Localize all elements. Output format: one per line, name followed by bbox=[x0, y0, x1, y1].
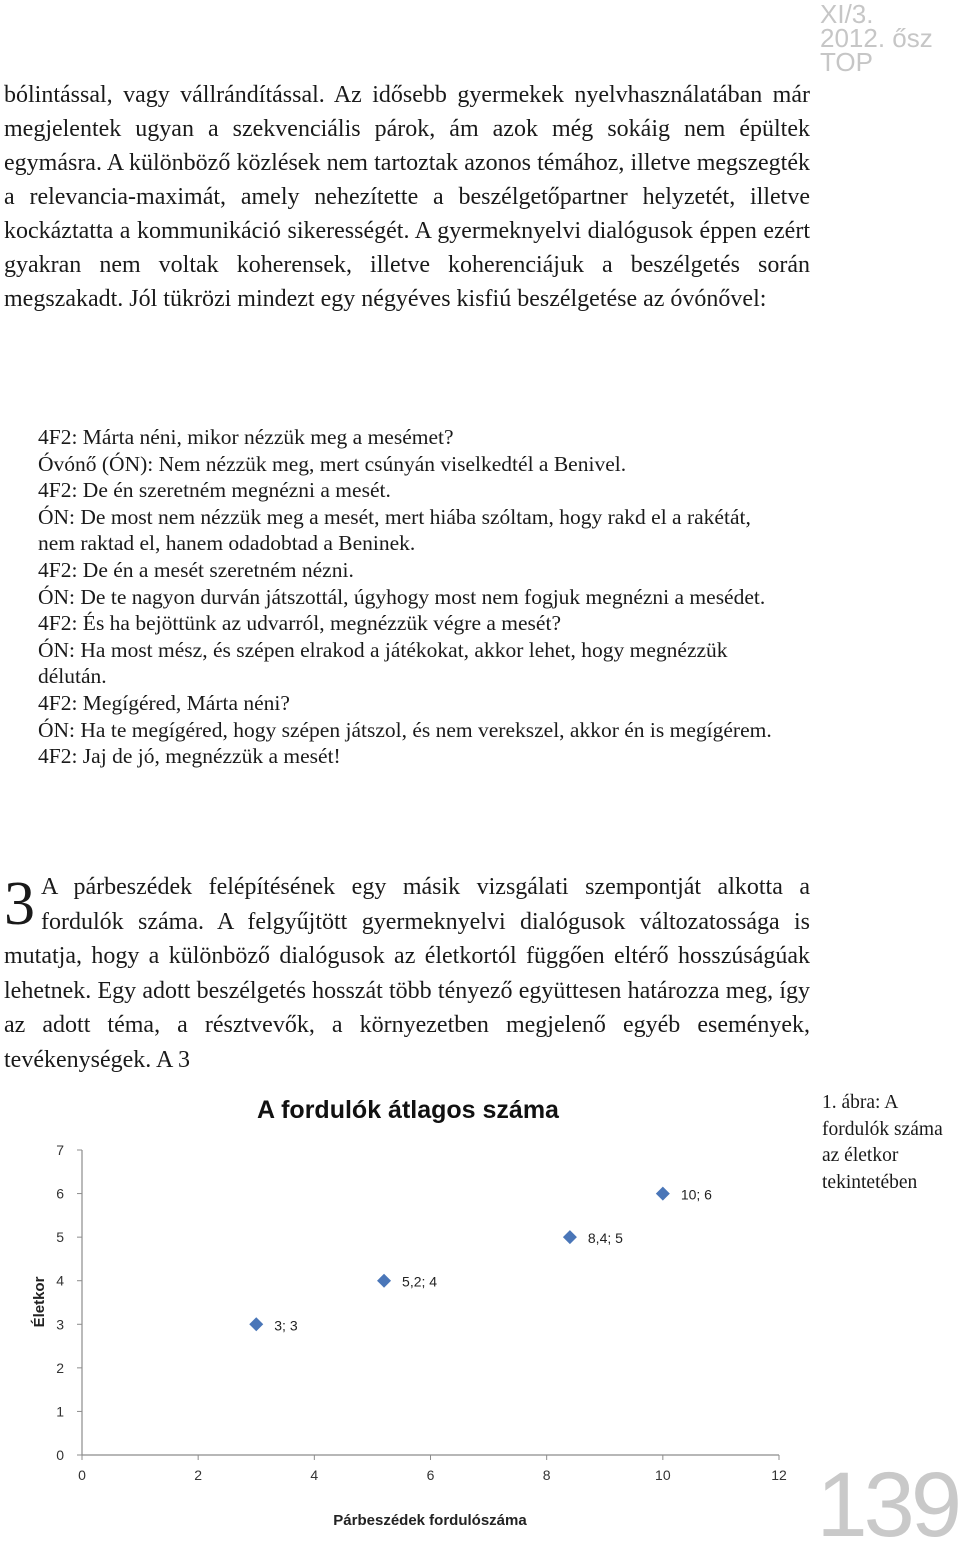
journal-header bbox=[820, 0, 940, 77]
dialogue-line: ÓN: De te nagyon durván játszottál, úgyhogy most nem fogjuk megnézni a mesédet. bbox=[38, 584, 766, 609]
chart-x-axis-label: Párbeszédek fordulószáma bbox=[333, 1512, 527, 1529]
data-point-label: 5,2; 4 bbox=[402, 1273, 438, 1290]
data-point-marker bbox=[377, 1274, 391, 1288]
issue-season: 2012. ősz bbox=[820, 23, 933, 53]
y-tick-label: 6 bbox=[56, 1185, 64, 1202]
y-tick-label: 7 bbox=[56, 1142, 64, 1158]
dialogue-line: 4F2: De én szeretném megnézni a mesét. bbox=[38, 478, 391, 503]
dialogue-line: ÓN: Ha te megígéred, hogy szépen játszol, és nem verekszel, akkor én is megígérem. bbox=[38, 717, 772, 742]
dialogue-line: 4F2: És ha bejöttünk az udvarról, megnézzük végre a mesét? bbox=[38, 611, 561, 636]
x-tick-label: 8 bbox=[542, 1467, 551, 1483]
figure-caption: 1. ábra: A fordulók száma az életkor tekintetében bbox=[822, 1092, 943, 1193]
section-number-dropcap: 3 bbox=[4, 870, 35, 938]
x-tick-label: 0 bbox=[78, 1467, 86, 1483]
section-3-text: A párbeszédek felépítésének egy másik vizsgálati szempontját alkotta a fordulók száma. A felgyűjtött gyermeknyelvi dialógusok változatossága is mutatja, hogy a különböző dialógusok az életkortól függően eltérő hosszúságúak lehetnek. Egy adott beszélgetés hosszát több tényező együttesen határozza meg, így az adott téma, a résztvevők, a környezetben megjelenő egyéb események, tevékenységek. A 3 bbox=[4, 874, 810, 1073]
x-tick-label: 2 bbox=[194, 1467, 203, 1483]
x-tick-label: 12 bbox=[771, 1467, 787, 1483]
chart-marks bbox=[249, 1187, 712, 1334]
data-point-marker bbox=[249, 1317, 263, 1331]
x-tick-label: 4 bbox=[310, 1467, 319, 1483]
x-tick-label: 6 bbox=[426, 1467, 435, 1483]
page-number: 139 bbox=[816, 1454, 958, 1556]
dialogue-transcript bbox=[38, 424, 778, 770]
dialogue-line: Óvónő (ÓN): Nem nézzük meg, mert csúnyán viselkedtél a Benivel. bbox=[38, 451, 627, 476]
y-tick-label: 4 bbox=[56, 1272, 64, 1289]
data-point-label: 10; 6 bbox=[680, 1186, 712, 1203]
x-tick-label: 10 bbox=[655, 1467, 671, 1483]
dialogue-line: ÓN: Ha most mész, és szépen elrakod a játékokat, akkor lehet, hogy megnézzük délután. bbox=[38, 637, 728, 689]
dialogue-line: 4F2: Megígéred, Márta néni? bbox=[38, 690, 290, 715]
dialogue-line: ÓN: De most nem nézzük meg a mesét, mert hiába szóltam, hogy rakd el a rakétát, nem raktad el, hanem odadobtad a Beninek. bbox=[38, 504, 751, 556]
chart-y-axis-label: Életkor bbox=[31, 1276, 48, 1328]
y-tick-label: 3 bbox=[56, 1316, 64, 1333]
scatter-chart bbox=[0, 1082, 810, 1544]
body-paragraph: bólintással, vagy vállrándítással. Az idősebb gyermekek nyelvhasználatában már megjelentek ugyan a szekvenciális párok, ám azok még sokáig nem épültek egymásra. A különböző közlések nem tartoztak azonos témához, illetve megszegték a relevancia-maximát, amely nehezítette a beszélgetőpartner helyzetét, illetve kockáztatta a kommunikáció sikerességét. A gyermeknyelvi dialógusok éppen ezért gyakran nem voltak koherensek, illetve koherenciájuk a beszélgetés során megszakadt. Jól tükrözi mindezt egy négyéves kisfiú beszélgetése az óvónővel: bbox=[4, 82, 810, 312]
dialogue-line: 4F2: De én a mesét szeretném nézni. bbox=[38, 557, 354, 582]
y-tick-label: 1 bbox=[56, 1403, 64, 1420]
dialogue-line: 4F2: Márta néni, mikor nézzük meg a mesémet? bbox=[38, 425, 454, 449]
issue-number: XI/3. bbox=[820, 0, 874, 29]
y-tick-label: 0 bbox=[56, 1447, 64, 1463]
chart-title: A fordulók átlagos száma bbox=[257, 1096, 559, 1124]
chart-axes bbox=[56, 1142, 787, 1483]
data-point-marker bbox=[563, 1230, 577, 1244]
dialogue-line: 4F2: Jaj de jó, megnézzük a mesét! bbox=[38, 744, 341, 769]
section-3 bbox=[4, 870, 810, 1077]
journal-name: TOP bbox=[820, 47, 873, 77]
y-tick-label: 5 bbox=[56, 1229, 64, 1246]
data-point-marker bbox=[656, 1187, 670, 1201]
y-tick-label: 2 bbox=[56, 1359, 64, 1376]
data-point-label: 3; 3 bbox=[274, 1317, 298, 1334]
data-point-label: 8,4; 5 bbox=[587, 1230, 623, 1247]
